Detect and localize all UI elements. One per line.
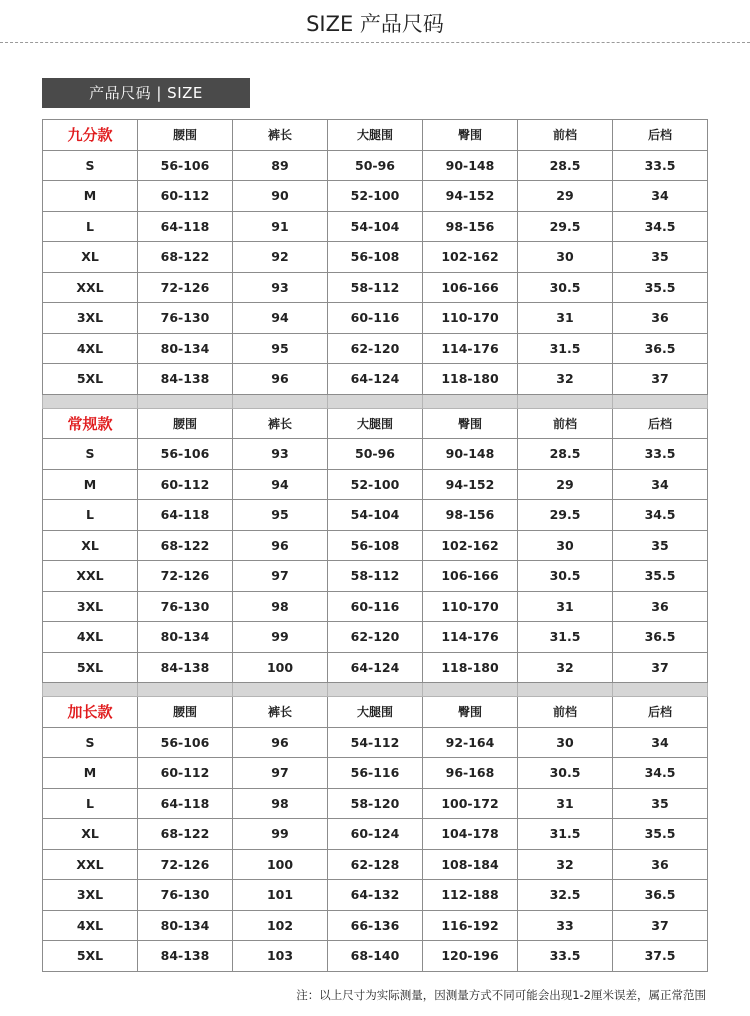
size-value: 90 (233, 181, 328, 212)
size-value: 76-130 (138, 591, 233, 622)
size-value: 31 (518, 303, 613, 334)
size-value: 64-124 (328, 364, 423, 395)
size-value: 116-192 (423, 910, 518, 941)
column-header: 后档 (613, 120, 708, 151)
size-value: 33.5 (613, 439, 708, 470)
size-value: 72-126 (138, 849, 233, 880)
size-value: 56-106 (138, 727, 233, 758)
size-value: 100 (233, 652, 328, 683)
size-value: 92-164 (423, 727, 518, 758)
table-row (43, 439, 708, 470)
size-value: 28.5 (518, 150, 613, 181)
size-value: 89 (233, 150, 328, 181)
size-value: 56-108 (328, 530, 423, 561)
size-value: 30 (518, 242, 613, 273)
size-value: 98-156 (423, 211, 518, 242)
table-header-row (43, 697, 708, 728)
size-value: 98-156 (423, 500, 518, 531)
style-name-label: 九分款 (43, 120, 138, 151)
table-row (43, 849, 708, 880)
size-value: 106-166 (423, 272, 518, 303)
size-value: 114-176 (423, 333, 518, 364)
table-row (43, 150, 708, 181)
spacer-cell (328, 683, 423, 697)
size-value: 34.5 (613, 211, 708, 242)
size-label: L (43, 211, 138, 242)
size-value: 36.5 (613, 622, 708, 653)
size-value: 32 (518, 652, 613, 683)
size-value: 90-148 (423, 439, 518, 470)
size-value: 36 (613, 849, 708, 880)
section-spacer-row (43, 394, 708, 408)
size-label: M (43, 181, 138, 212)
size-value: 32.5 (518, 880, 613, 911)
column-header: 臀围 (423, 408, 518, 439)
size-value: 36 (613, 591, 708, 622)
size-value: 60-112 (138, 758, 233, 789)
table-row (43, 788, 708, 819)
size-value: 31.5 (518, 622, 613, 653)
spacer-cell (423, 394, 518, 408)
column-header: 前档 (518, 120, 613, 151)
size-value: 100 (233, 849, 328, 880)
column-header: 裤长 (233, 697, 328, 728)
size-value: 62-128 (328, 849, 423, 880)
size-label: 5XL (43, 364, 138, 395)
size-label: L (43, 500, 138, 531)
size-chart-body (43, 120, 708, 972)
size-value: 31.5 (518, 819, 613, 850)
size-value: 97 (233, 561, 328, 592)
table-row (43, 727, 708, 758)
table-row (43, 652, 708, 683)
size-label: 3XL (43, 880, 138, 911)
size-value: 56-108 (328, 242, 423, 273)
spacer-cell (138, 683, 233, 697)
size-value: 96-168 (423, 758, 518, 789)
size-value: 110-170 (423, 303, 518, 334)
size-label: M (43, 758, 138, 789)
size-value: 102-162 (423, 530, 518, 561)
table-row (43, 364, 708, 395)
spacer-cell (138, 394, 233, 408)
size-value: 93 (233, 272, 328, 303)
size-value: 37.5 (613, 941, 708, 972)
spacer-cell (43, 394, 138, 408)
size-value: 32 (518, 849, 613, 880)
spacer-cell (613, 683, 708, 697)
size-value: 29 (518, 181, 613, 212)
column-header: 裤长 (233, 408, 328, 439)
size-value: 34.5 (613, 758, 708, 789)
size-value: 100-172 (423, 788, 518, 819)
table-row (43, 561, 708, 592)
size-value: 102-162 (423, 242, 518, 273)
size-value: 94-152 (423, 181, 518, 212)
size-value: 60-116 (328, 591, 423, 622)
size-value: 30.5 (518, 272, 613, 303)
size-value: 102 (233, 910, 328, 941)
table-row (43, 880, 708, 911)
table-row (43, 242, 708, 273)
size-value: 106-166 (423, 561, 518, 592)
size-value: 64-124 (328, 652, 423, 683)
table-row (43, 211, 708, 242)
size-value: 80-134 (138, 910, 233, 941)
size-value: 33.5 (613, 150, 708, 181)
size-value: 62-120 (328, 333, 423, 364)
size-value: 37 (613, 364, 708, 395)
size-value: 54-104 (328, 500, 423, 531)
size-value: 34 (613, 181, 708, 212)
size-value: 29 (518, 469, 613, 500)
size-value: 28.5 (518, 439, 613, 470)
column-header: 臀围 (423, 120, 518, 151)
size-value: 56-106 (138, 439, 233, 470)
size-label: 4XL (43, 333, 138, 364)
column-header: 大腿围 (328, 697, 423, 728)
size-label: 5XL (43, 941, 138, 972)
style-name-label: 常规款 (43, 408, 138, 439)
size-value: 34 (613, 469, 708, 500)
size-value: 114-176 (423, 622, 518, 653)
size-value: 68-122 (138, 819, 233, 850)
size-value: 104-178 (423, 819, 518, 850)
size-value: 36 (613, 303, 708, 334)
size-label: S (43, 727, 138, 758)
size-value: 30 (518, 727, 613, 758)
size-value: 103 (233, 941, 328, 972)
size-value: 50-96 (328, 150, 423, 181)
size-value: 84-138 (138, 941, 233, 972)
size-value: 52-100 (328, 469, 423, 500)
size-value: 99 (233, 819, 328, 850)
size-value: 35.5 (613, 272, 708, 303)
size-value: 60-112 (138, 469, 233, 500)
size-value: 90-148 (423, 150, 518, 181)
size-value: 30.5 (518, 561, 613, 592)
size-value: 84-138 (138, 652, 233, 683)
size-value: 64-118 (138, 500, 233, 531)
size-value: 94 (233, 469, 328, 500)
style-name-label: 加长款 (43, 697, 138, 728)
size-label: M (43, 469, 138, 500)
spacer-cell (423, 683, 518, 697)
column-header: 臀围 (423, 697, 518, 728)
size-value: 118-180 (423, 364, 518, 395)
column-header: 腰围 (138, 120, 233, 151)
size-value: 50-96 (328, 439, 423, 470)
column-header: 裤长 (233, 120, 328, 151)
section-banner: 产品尺码 | SIZE (42, 78, 250, 108)
column-header: 后档 (613, 697, 708, 728)
size-value: 66-136 (328, 910, 423, 941)
spacer-cell (518, 683, 613, 697)
size-value: 98 (233, 591, 328, 622)
size-value: 36.5 (613, 333, 708, 364)
size-value: 31 (518, 788, 613, 819)
size-value: 84-138 (138, 364, 233, 395)
size-chart-table (42, 119, 708, 972)
size-value: 96 (233, 727, 328, 758)
size-value: 95 (233, 333, 328, 364)
table-row (43, 303, 708, 334)
size-value: 56-106 (138, 150, 233, 181)
table-row (43, 591, 708, 622)
size-value: 58-112 (328, 272, 423, 303)
size-value: 94 (233, 303, 328, 334)
size-label: XXL (43, 561, 138, 592)
size-value: 95 (233, 500, 328, 531)
size-label: 5XL (43, 652, 138, 683)
size-value: 60-112 (138, 181, 233, 212)
size-value: 34.5 (613, 500, 708, 531)
size-value: 68-140 (328, 941, 423, 972)
size-value: 33.5 (518, 941, 613, 972)
size-label: XXL (43, 272, 138, 303)
size-label: 3XL (43, 303, 138, 334)
size-value: 112-188 (423, 880, 518, 911)
size-value: 92 (233, 242, 328, 273)
measurement-footnote: 注：以上尺寸为实际测量，因测量方式不同可能会出现1-2厘米误差，属正常范围 (296, 988, 706, 1002)
size-value: 54-112 (328, 727, 423, 758)
spacer-cell (518, 394, 613, 408)
size-label: 4XL (43, 910, 138, 941)
size-label: 3XL (43, 591, 138, 622)
size-value: 35 (613, 530, 708, 561)
column-header: 腰围 (138, 697, 233, 728)
size-value: 29.5 (518, 211, 613, 242)
size-label: XL (43, 530, 138, 561)
size-value: 54-104 (328, 211, 423, 242)
size-value: 62-120 (328, 622, 423, 653)
size-value: 93 (233, 439, 328, 470)
size-value: 35.5 (613, 561, 708, 592)
size-value: 29.5 (518, 500, 613, 531)
column-header: 腰围 (138, 408, 233, 439)
size-label: S (43, 150, 138, 181)
column-header: 后档 (613, 408, 708, 439)
size-value: 35 (613, 788, 708, 819)
size-value: 94-152 (423, 469, 518, 500)
size-value: 37 (613, 910, 708, 941)
size-value: 32 (518, 364, 613, 395)
size-value: 58-120 (328, 788, 423, 819)
size-value: 110-170 (423, 591, 518, 622)
size-value: 101 (233, 880, 328, 911)
page-title: SIZE 产品尺码 (306, 12, 444, 36)
table-header-row (43, 408, 708, 439)
size-value: 37 (613, 652, 708, 683)
size-label: L (43, 788, 138, 819)
size-label: XL (43, 242, 138, 273)
table-row (43, 181, 708, 212)
size-value: 68-122 (138, 530, 233, 561)
size-label: 4XL (43, 622, 138, 653)
size-value: 58-112 (328, 561, 423, 592)
size-value: 30 (518, 530, 613, 561)
title-divider (0, 42, 750, 43)
table-row (43, 469, 708, 500)
size-label: XL (43, 819, 138, 850)
column-header: 前档 (518, 697, 613, 728)
spacer-cell (233, 394, 328, 408)
size-value: 64-132 (328, 880, 423, 911)
size-value: 80-134 (138, 333, 233, 364)
size-value: 31.5 (518, 333, 613, 364)
size-value: 96 (233, 364, 328, 395)
size-value: 72-126 (138, 272, 233, 303)
table-row (43, 622, 708, 653)
size-value: 56-116 (328, 758, 423, 789)
size-value: 30.5 (518, 758, 613, 789)
size-value: 98 (233, 788, 328, 819)
column-header: 大腿围 (328, 120, 423, 151)
size-value: 96 (233, 530, 328, 561)
table-row (43, 819, 708, 850)
size-value: 76-130 (138, 880, 233, 911)
size-value: 99 (233, 622, 328, 653)
size-value: 60-124 (328, 819, 423, 850)
size-value: 35.5 (613, 819, 708, 850)
size-value: 33 (518, 910, 613, 941)
table-row (43, 500, 708, 531)
column-header: 前档 (518, 408, 613, 439)
size-value: 52-100 (328, 181, 423, 212)
table-row (43, 530, 708, 561)
table-row (43, 758, 708, 789)
size-value: 31 (518, 591, 613, 622)
table-row (43, 333, 708, 364)
size-value: 64-118 (138, 788, 233, 819)
spacer-cell (233, 683, 328, 697)
table-header-row (43, 120, 708, 151)
table-row (43, 910, 708, 941)
size-value: 91 (233, 211, 328, 242)
size-label: S (43, 439, 138, 470)
spacer-cell (43, 683, 138, 697)
size-value: 35 (613, 242, 708, 273)
size-value: 120-196 (423, 941, 518, 972)
size-value: 76-130 (138, 303, 233, 334)
size-value: 72-126 (138, 561, 233, 592)
column-header: 大腿围 (328, 408, 423, 439)
size-value: 36.5 (613, 880, 708, 911)
size-value: 108-184 (423, 849, 518, 880)
size-value: 68-122 (138, 242, 233, 273)
size-value: 118-180 (423, 652, 518, 683)
spacer-cell (613, 394, 708, 408)
size-value: 80-134 (138, 622, 233, 653)
size-value: 97 (233, 758, 328, 789)
size-value: 64-118 (138, 211, 233, 242)
table-row (43, 941, 708, 972)
size-value: 34 (613, 727, 708, 758)
size-label: XXL (43, 849, 138, 880)
table-row (43, 272, 708, 303)
spacer-cell (328, 394, 423, 408)
section-spacer-row (43, 683, 708, 697)
size-value: 60-116 (328, 303, 423, 334)
